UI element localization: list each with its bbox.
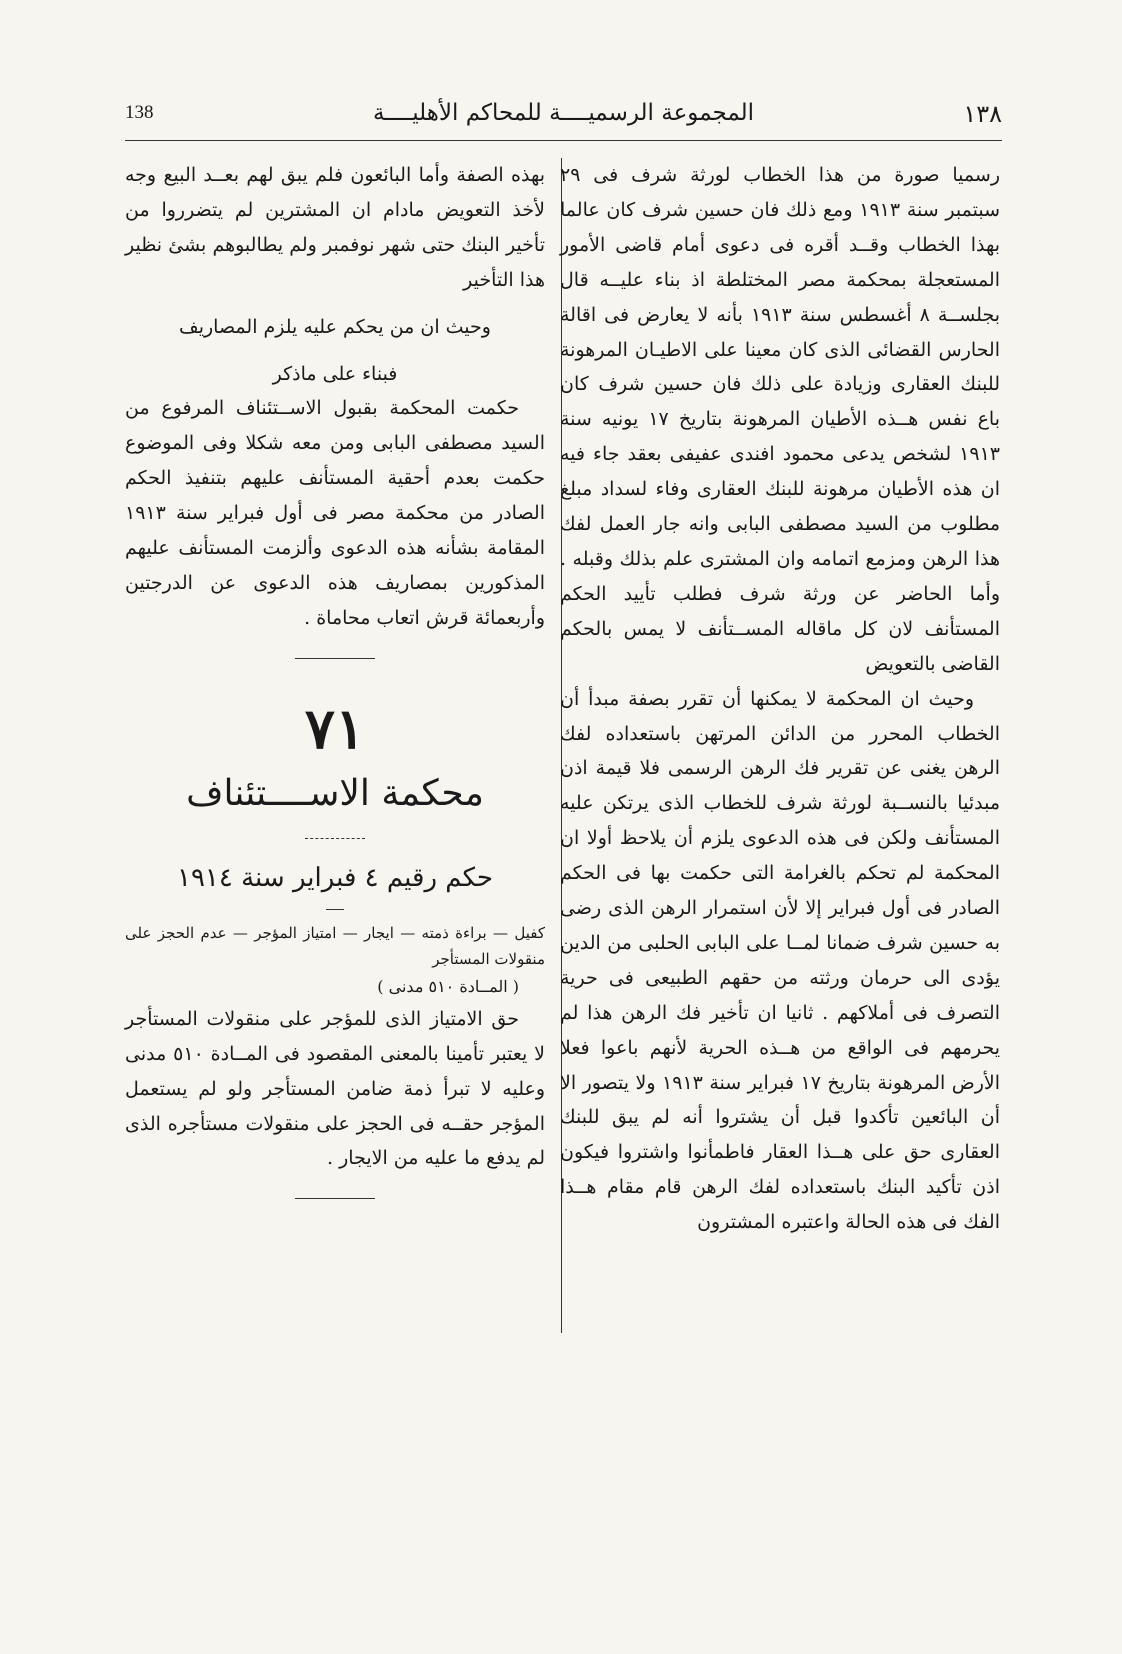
left-column	[125, 158, 545, 1221]
keywords: كفيل — براءة ذمته — ايجار — امتياز المؤجر — عدم الحجز على منقولات المستأجر	[125, 923, 545, 968]
court-name: محكمة الاســــتئناف	[186, 772, 484, 814]
ruling-date: حكم رقيم ٤ فبراير سنة ١٩١٤	[176, 862, 494, 893]
small-dash	[326, 909, 344, 910]
therefore-heading: فبناء على ماذكر	[272, 362, 398, 385]
reasoning-costs: وحيث ان من يحكم عليه يلزم المصاريف	[179, 315, 491, 338]
right-column	[560, 158, 1000, 1240]
end-rule	[295, 1198, 375, 1199]
paragraph-reasoning: وحيث ان المحكمة لا يمكنها أن تقرر بصفة مبدأ أن الخطاب المحرر من الدائن المرتهن باستعداده لفك الرهن يغنى عن تقرير فك الرهن الرسمى فلا قيمة اذن مبدئيا بالنســبة لورثة شرف للخطاب الذى يرتكن عليه المستأنف ولكن فى هذه الدعوى يلزم أن يلاحظ أولا ان المحكمة لم تحكم بالغرامة التى حكمت بها فى الحكم الصادر فى أول فبراير إلا لأن استمرار الرهن الذى رضى به حسين شرف ضمانا لمــا على البابى الحلبى من الدين يؤدى الى حرمان ورثته من حقهم الطبيعى فى حرية التصرف فى أملاكهم . ثانيا ان تأخير فك الرهن هذا لم يحرمهم فى الواقع من هــذه الحرية لأنهم باعوا فعلا الأرض المرهونة بتاريخ ١٧ فبراير سنة ١٩١٣ ولا يتصور الا أن البائعين تأكدوا قبل أن يشتروا أنه لم يبق للبنك العقارى حق على هــذا العقار فاطمأنوا واشتروا فيكون اذن تأكيد البنك باستعداده لفك الرهن قام مقام هــذا الفك فى هذه الحالة واعتبره المشترون	[560, 687, 1000, 1234]
legal-principle: حق الامتياز الذى للمؤجر على منقولات المستأجر لا يعتبر تأمينا بالمعنى المقصود فى المــادة ٥١٠ مدنى وعليه لا تبرأ ذمة ضامن المستأجر ولو لم يستعمل المؤجر حقــه فى الحجز على منقولات مستأجره الذى لم يدفع ما عليه من الايجار .	[125, 1007, 545, 1170]
dotted-rule	[305, 838, 365, 839]
case-number: ٧١	[304, 695, 366, 762]
header-rule	[125, 140, 1002, 141]
paragraph-continuation: رسميا صورة من هذا الخطاب لورثة شرف فى ٢٩ سبتمبر سنة ١٩١٣ ومع ذلك فان حسين شرف كان عالما بهذا الخطاب وقــد أقره فى دعوى أمام قاضى الأمور المستعجلة بمحكمة مصر المختلطة اذ بناء عليــه قال بجلســة ٨ أغسطس سنة ١٩١٣ بأنه لا يعارض فى اقالة الحارس القضائى الذى كان معينا على الاطيـان المرهونة للبنك العقارى وزيادة على ذلك فان حسين شرف كان باع نفس هــذه الأطيان المرهونة بتاريخ ١٧ يونيه سنة ١٩١٣ لشخص يدعى محمود افندى عفيفى بعقد جاء فيه ان هذه الأطيان مرهونة للبنك العقارى وفاء لسداد مبلغ مطلوب من السيد مصطفى البابى وانه جار العمل لفك هذا الرهن ومزمع اتمامه وان المشترى علم بذلك وقبله . وأما الحاضر عن ورثة شرف فطلب تأييد الحكم المستأنف لان كل ماقاله المســتأنف لا يمس بالحكم القاضى بالتعويض	[560, 164, 1000, 675]
section-rule	[295, 658, 375, 659]
running-title: المجموعة الرسميــــة للمحاكم الأهليــــة	[372, 100, 755, 126]
paragraph-continuation: بهذه الصفة وأما البائعون فلم يبق لهم بعــد البيع وجه لأخذ التعويض مادام ان المشترين لم يتضرروا من تأخير البنك حتى شهر نوفمبر ولم يطالبوهم بشئ نظير هذا التأخير	[125, 164, 545, 291]
article-reference: ( المــادة ٥١٠ مدنى )	[377, 976, 519, 996]
page-number-latin: 138	[125, 102, 154, 123]
page-header	[125, 100, 1002, 140]
page-number-arabic: ١٣٨	[963, 100, 1002, 128]
verdict-paragraph: حكمت المحكمة بقبول الاســتئناف المرفوع من السيد مصطفى البابى ومن معه شكلا وفى الموضوع حكمت بعدم أحقية المستأنف عليهم بتنفيذ الحكم الصادر من محكمة مصر فى أول فبراير سنة ١٩١٣ المقامة بشأنه هذه الدعوى وألزمت المستأنف عليهم المذكورين بمصاريف هذه الدعوى عن الدرجتين وأربعمائة قرش اتعاب محاماة .	[125, 397, 545, 629]
